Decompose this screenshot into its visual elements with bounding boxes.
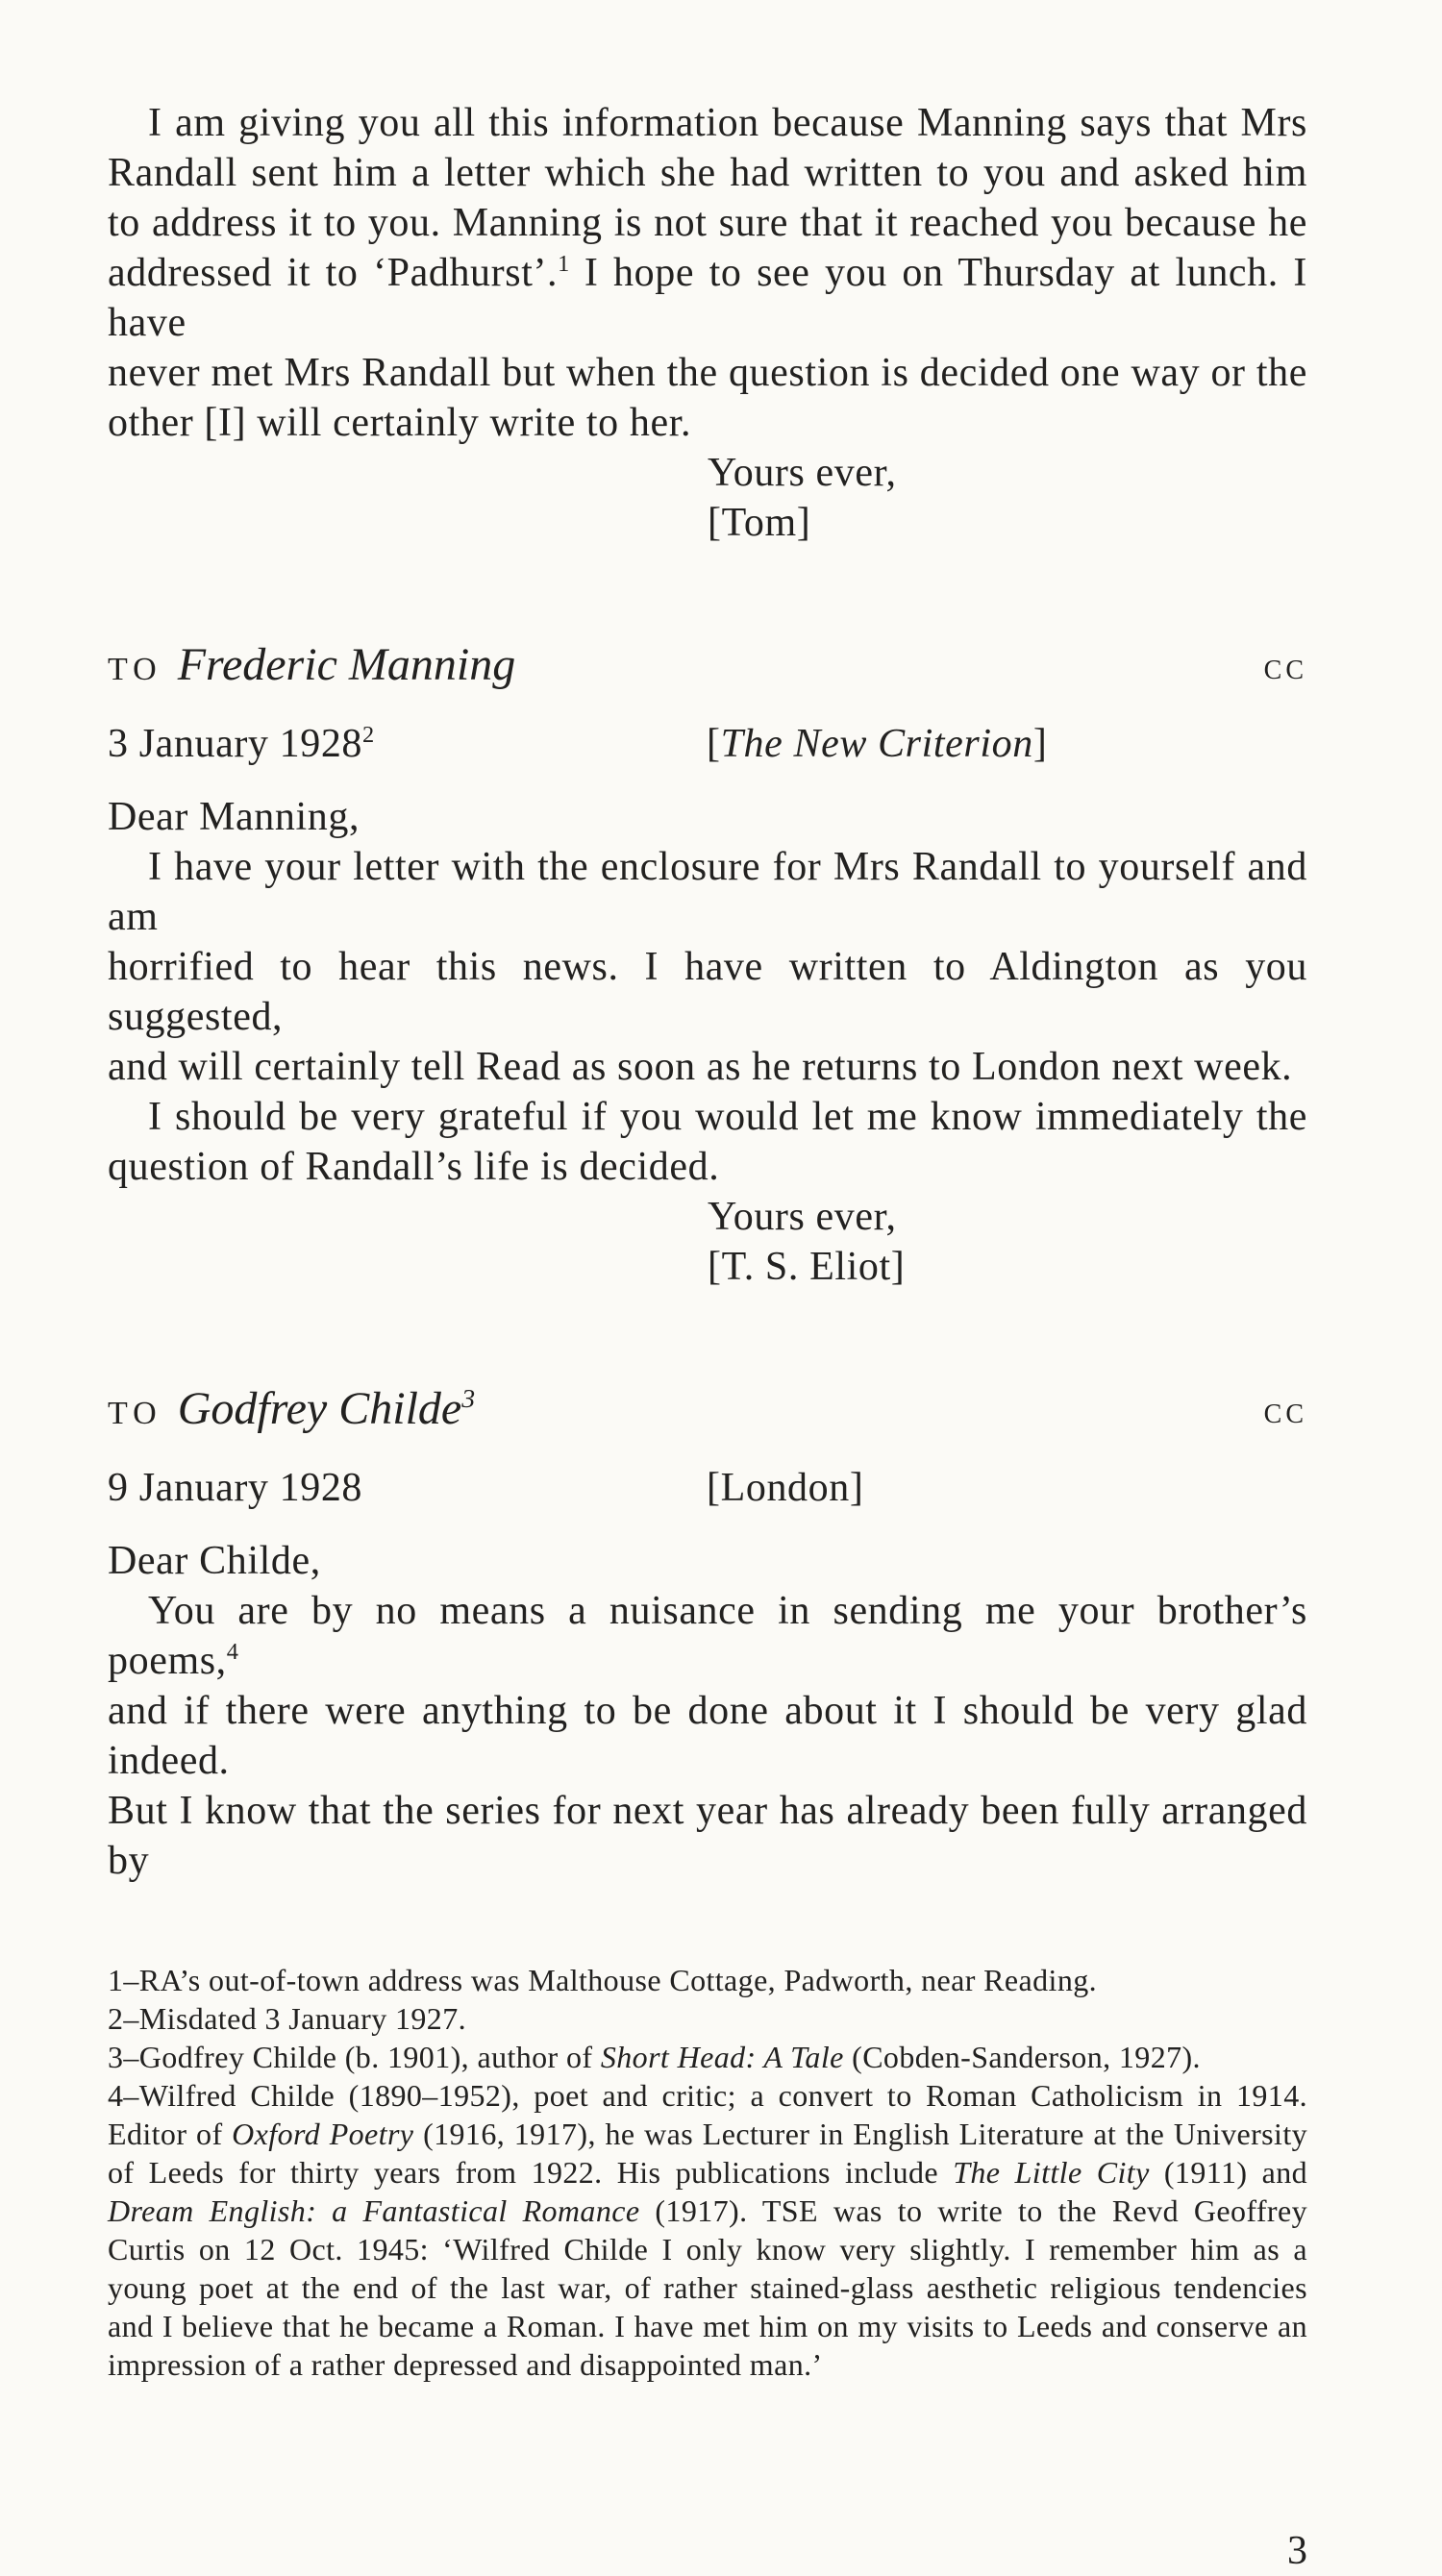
text-line: 4–Wilfred Childe (1890–1952), poet and critic; a convert to Roman Catholicism in 1914. (108, 2078, 1307, 2113)
letter-heading (108, 1380, 1307, 1438)
valediction: Yours ever, (708, 451, 897, 495)
text-line: 3–Godfrey Childe (b. 1901), author of Short Head: A Tale (Cobden-Sanderson, 1927). (108, 2040, 1201, 2074)
text-line: other [I] will certainly write to her. (108, 401, 692, 445)
letter-to-godfrey-childe (108, 1380, 1307, 1886)
text-line: and if there were anything to be done about it I should be very glad indeed. (108, 1689, 1307, 1783)
date-row (108, 1463, 1307, 1513)
paragraph (108, 1092, 1307, 1192)
salutation: Dear Manning, (108, 795, 360, 839)
text-line: and I believe that he became a Roman. I have met him on my visits to Leeds and conserve an (108, 2309, 1307, 2343)
footnote-marker: 2 (362, 722, 375, 748)
letter-continuation (108, 98, 1307, 548)
text-line: and will certainly tell Read as soon as he returns to London next week. (108, 1045, 1293, 1089)
text-line: You are by no means a nuisance in sending me your brother’s poems,$^4$ (108, 1589, 1307, 1683)
text-line: I have your letter with the enclosure for Mrs Randall to yourself and am (108, 845, 1307, 939)
to-label: TO (108, 652, 162, 687)
paragraph (108, 98, 1307, 448)
letter-date (108, 1466, 362, 1510)
paragraph (108, 842, 1307, 1092)
date-row (108, 719, 1307, 769)
to-label: TO (108, 1396, 162, 1431)
footnote-marker: 3 (461, 1384, 476, 1414)
text-line: question of Randall’s life is decided. (108, 1145, 720, 1189)
text-line: I should be very grateful if you would let me know immediately the (148, 1095, 1307, 1139)
valediction: Yours ever, (708, 1195, 897, 1239)
text-line: of Leeds for thirty years from 1922. His publications include The Little City (1911) and (108, 2155, 1307, 2190)
page-number: 3 (1287, 2529, 1307, 2573)
text-line: 2–Misdated 3 January 1927. (108, 2001, 467, 2036)
signature: [Tom] (708, 501, 811, 545)
text-line: impression of a rather depressed and disappointed man.’ (108, 2347, 823, 2382)
signature-block (708, 1192, 1307, 1292)
recipient-text: Godfrey Childe (177, 1383, 462, 1434)
letter-heading (108, 636, 1307, 694)
signature-block (708, 448, 1307, 548)
recipient-text: Frederic Manning (177, 639, 516, 690)
text-line: young poet at the end of the last war, of rather stained-glass aesthetic religious tendencies (108, 2270, 1307, 2305)
date-text: 3 January 1928 (108, 722, 363, 766)
date-text: 9 January 1928 (108, 1466, 363, 1510)
recipient-name (178, 1383, 475, 1434)
text-line: 1–RA’s out-of-town address was Malthouse Cottage, Padworth, near Reading. (108, 1963, 1098, 1997)
text-line: horrified to hear this news. I have written to Aldington as you suggested, (108, 945, 1307, 1039)
text-line: to address it to you. Manning is not sure that it reached you because he (108, 201, 1307, 245)
footnote (108, 2038, 1307, 2076)
cc-label: CC (1263, 656, 1307, 685)
text-line: But I know that the series for next year has already been fully arranged by (108, 1789, 1307, 1883)
text-line: I am giving you all this information because Manning says that Mrs (148, 101, 1307, 145)
paragraph (108, 1586, 1307, 1886)
text-line: never met Mrs Randall but when the question is decided one way or the (108, 351, 1307, 395)
text-line: Editor of Oxford Poetry (1916, 1917), he was Lecturer in English Literature at the University (108, 2117, 1308, 2151)
text-line: Randall sent him a letter which she had written to you and asked him (108, 151, 1307, 195)
signature: [T. S. Eliot] (708, 1245, 906, 1289)
footnote (108, 1999, 1307, 2038)
footnote (108, 1961, 1307, 1999)
cc-label: CC (1263, 1399, 1307, 1429)
salutation: Dear Childe, (108, 1539, 321, 1583)
text-line: Dream English: a Fantastical Romance (1917). TSE was to write to the Revd Geoffrey (108, 2193, 1307, 2228)
letter-place: [London] (707, 1466, 864, 1510)
text-line: addressed it to ‘Padhurst’.$^1$ I hope to see you on Thursday at lunch. I have (108, 251, 1308, 345)
letter-date (108, 722, 374, 766)
footnote (108, 2076, 1307, 2384)
text-line: Curtis on 12 Oct. 1945: ‘Wilfred Childe I only know very slightly. I remember him as a (108, 2232, 1307, 2266)
letter-to-frederic-manning (108, 636, 1307, 1292)
recipient-name (178, 639, 515, 690)
footnotes (108, 1961, 1307, 2384)
letter-place: [The New Criterion] (707, 722, 1048, 766)
